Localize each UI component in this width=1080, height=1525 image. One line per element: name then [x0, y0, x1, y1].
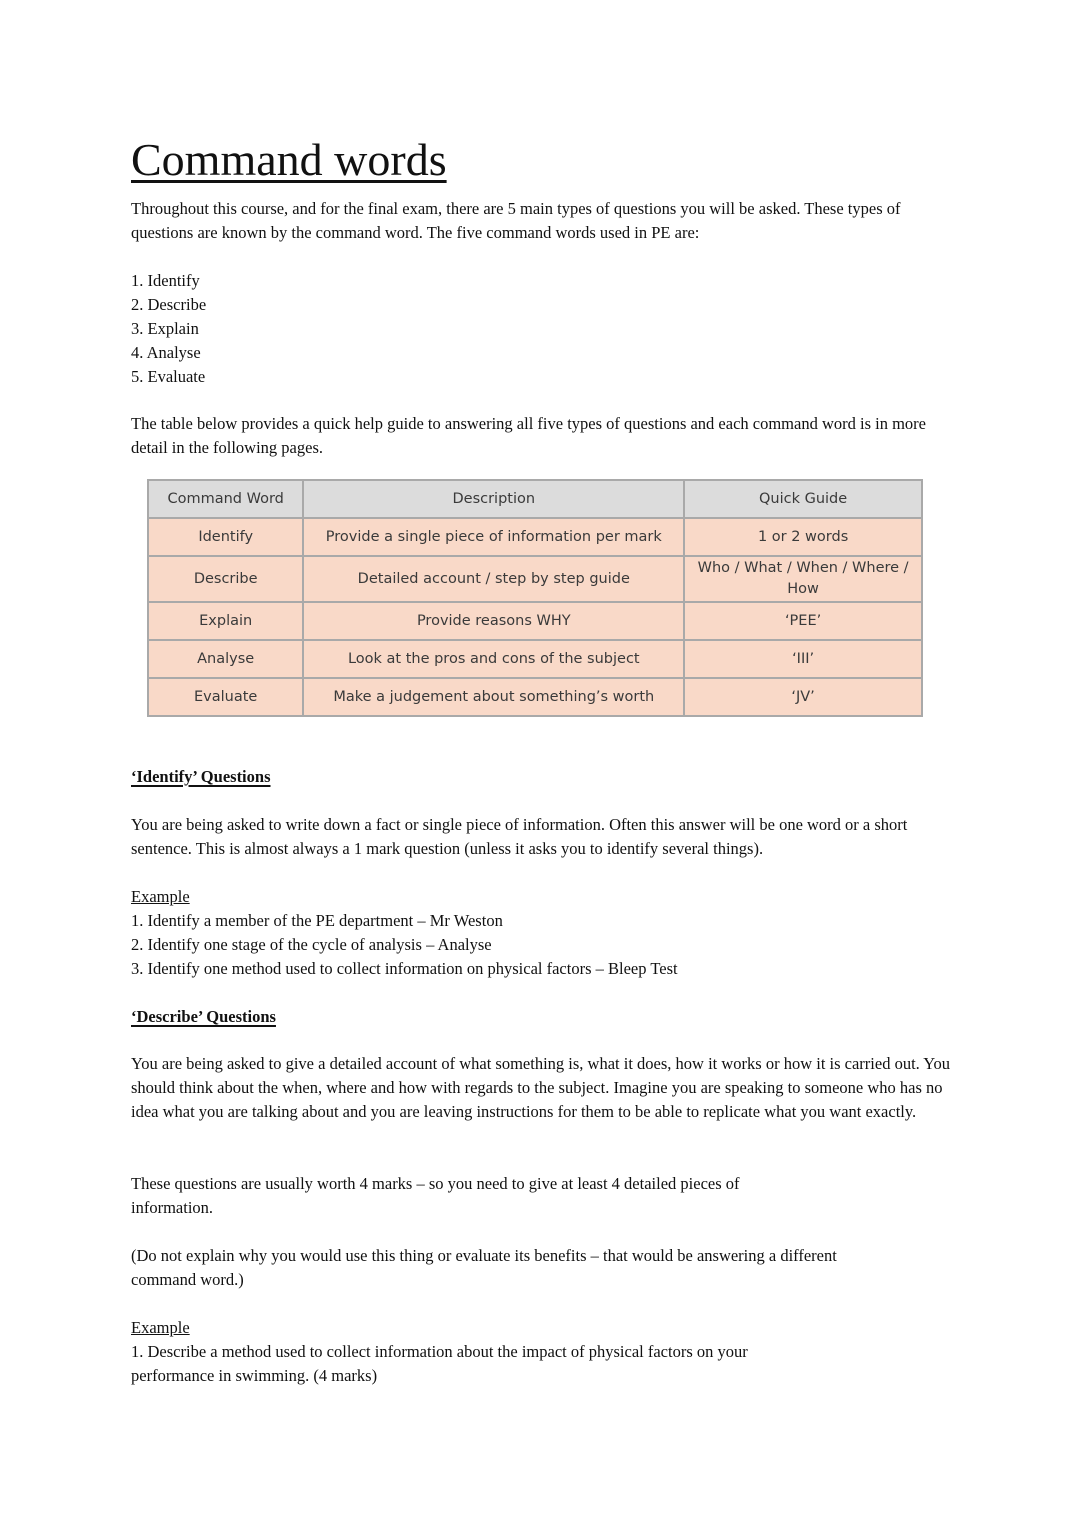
- list-item: 3. Explain: [131, 319, 199, 338]
- table-row: [148, 602, 922, 640]
- cell-quick-guide: Who / What / When / Where / How: [684, 556, 922, 602]
- cell-quick-guide: ‘III’: [684, 640, 922, 678]
- describe-marks-note: These questions are usually worth 4 marks – so you need to give at least 4 detailed pieces of information.: [131, 1174, 740, 1217]
- cell-quick-guide: ‘JV’: [684, 678, 922, 716]
- list-item: 5. Evaluate: [131, 367, 206, 386]
- cell-description: Provide reasons WHY: [303, 602, 684, 640]
- table-row: [148, 640, 922, 678]
- cell-command-word: Describe: [148, 556, 303, 602]
- identify-heading: ‘Identify’ Questions: [131, 767, 271, 786]
- list-item: 1. Identify: [131, 271, 200, 290]
- list-item: 3. Identify one method used to collect information on physical factors – Bleep Test: [131, 959, 678, 978]
- cell-quick-guide: ‘PEE’: [684, 602, 922, 640]
- header-quick-guide: Quick Guide: [684, 480, 922, 518]
- header-command-word: Command Word: [148, 480, 303, 518]
- table-row: [148, 556, 922, 602]
- list-item: 2. Describe: [131, 295, 207, 314]
- intro-paragraph: Throughout this course, and for the final exam, there are 5 main types of questions you will be asked. These types of questions are known by the command word. The five command words used in PE are:: [131, 199, 901, 242]
- command-words-table: [147, 479, 923, 717]
- table-row: [148, 678, 922, 716]
- describe-heading: ‘Describe’ Questions: [131, 1007, 276, 1026]
- cell-command-word: Identify: [148, 518, 303, 556]
- describe-example-1: 1. Describe a method used to collect information about the impact of physical factors on your performance in swimming. (4 marks): [131, 1342, 748, 1385]
- identify-example-label: Example: [131, 887, 190, 906]
- cell-command-word: Analyse: [148, 640, 303, 678]
- describe-caution: (Do not explain why you would use this thing or evaluate its benefits – that would be answering a different command word.): [131, 1246, 837, 1289]
- cell-description: Detailed account / step by step guide: [303, 556, 684, 602]
- list-item: 2. Identify one stage of the cycle of analysis – Analyse: [131, 935, 492, 954]
- cell-quick-guide: 1 or 2 words: [684, 518, 922, 556]
- table-row: [148, 518, 922, 556]
- list-item: 1. Identify a member of the PE department – Mr Weston: [131, 911, 503, 930]
- command-word-list: [131, 269, 206, 389]
- page-title: Command words: [131, 134, 447, 185]
- header-description: Description: [303, 480, 684, 518]
- cell-description: Make a judgement about something’s worth: [303, 678, 684, 716]
- identify-body: You are being asked to write down a fact or single piece of information. Often this answer will be one word or a short sentence. This is almost always a 1 mark question (unless it asks you to identify several things).: [131, 815, 908, 858]
- table-intro-paragraph: The table below provides a quick help guide to answering all five types of questions and each command word is in more detail in the following pages.: [131, 414, 926, 457]
- cell-command-word: Evaluate: [148, 678, 303, 716]
- describe-example-label: Example: [131, 1318, 190, 1337]
- cell-description: Look at the pros and cons of the subject: [303, 640, 684, 678]
- identify-examples: [131, 909, 678, 981]
- cell-description: Provide a single piece of information per mark: [303, 518, 684, 556]
- list-item: 4. Analyse: [131, 343, 201, 362]
- cell-command-word: Explain: [148, 602, 303, 640]
- table-header-row: [148, 480, 922, 518]
- describe-body: You are being asked to give a detailed account of what something is, what it does, how it works or how it is carried out. You should think about the when, where and how with regards to the subject. Imagine you are speaking to someone who has no idea what you are talking about and you are leaving instructions for them to be able to replicate what you want exactly.: [131, 1054, 951, 1121]
